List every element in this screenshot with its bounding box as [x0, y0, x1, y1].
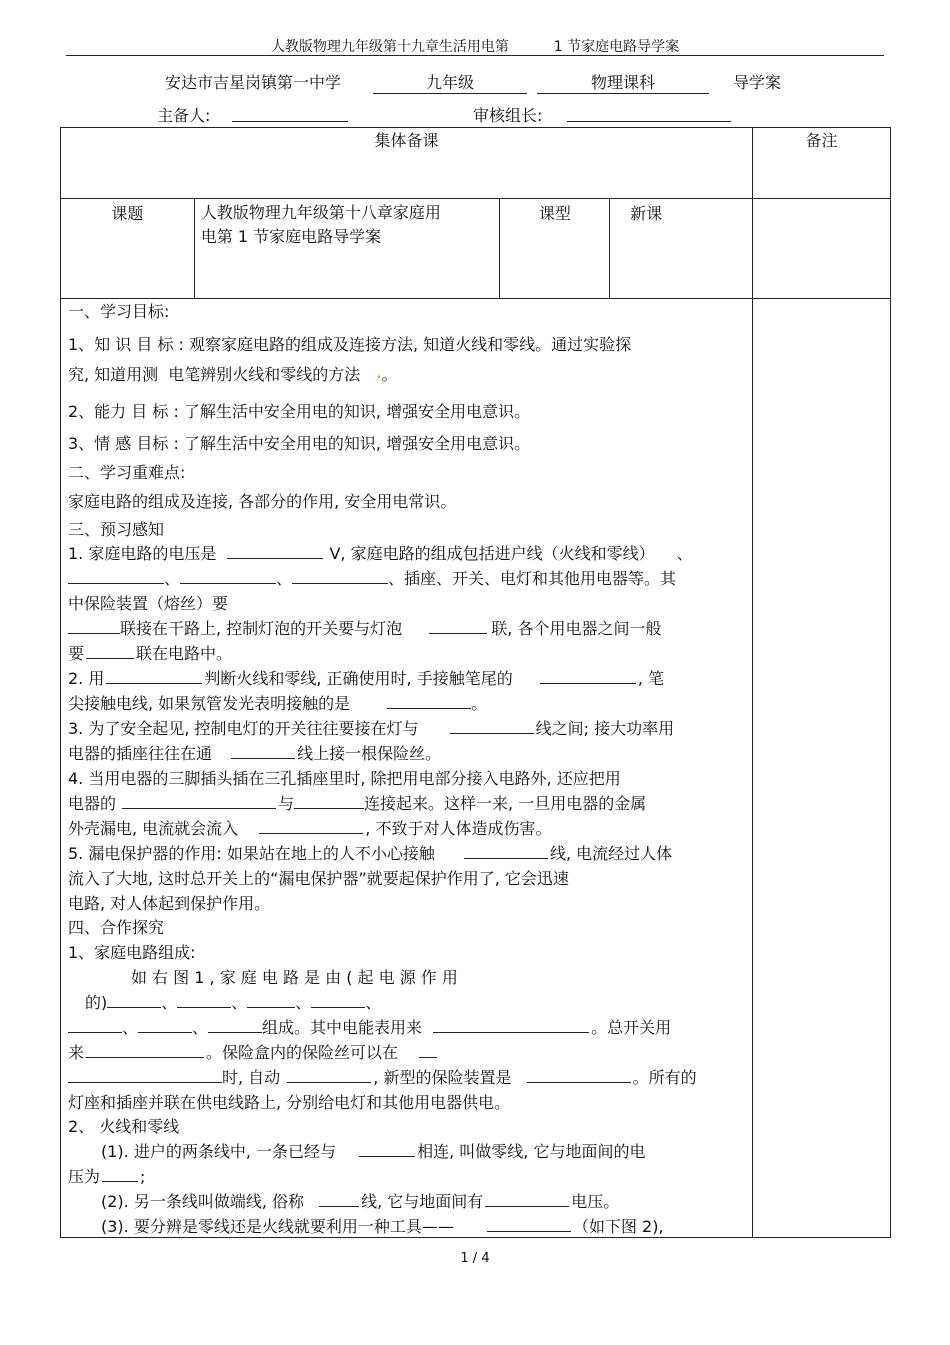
c1-line-f: 灯座和插座并联在供电线路上, 分别给电灯和其他用电器供电。 [68, 1093, 511, 1112]
running-header-left: 人教版物理九年级第十九章生活用电第 [270, 39, 509, 55]
blank [177, 993, 231, 1008]
blank [227, 544, 323, 559]
grade-field [373, 70, 527, 94]
collective-prep-cell [61, 128, 753, 199]
blank [68, 1068, 222, 1083]
lesson-table [60, 127, 891, 1238]
blank [487, 1217, 571, 1232]
q5-line-c: 电路, 对人体起到保护作用。 [68, 894, 271, 913]
remarks-body-cell [753, 299, 891, 1238]
collective-prep-label: 集体备课 [374, 131, 439, 150]
q1-line-b: 、 、 、插座、开关、电灯和其他用电器等。其 [68, 569, 676, 589]
doc-type: 导学案 [733, 73, 782, 92]
blank [540, 669, 636, 684]
c1-line-b: 的) 、 、 、 、 [85, 993, 382, 1012]
reviewer-blank [567, 121, 731, 122]
type-value: 新课 [630, 204, 663, 223]
blank [122, 794, 276, 809]
blank [86, 1043, 204, 1058]
running-header-right: 1 节家庭电路导学案 [553, 39, 680, 55]
remarks-topic-cell [753, 199, 891, 299]
q4-line-a: 4. 当用电器的三脚插头插在三孔插座里时, 除把用电部分接入电路外, 还应把用 [68, 769, 621, 788]
topic-label-cell [61, 199, 195, 299]
q2-line-b: 尖接触电线, 如果氖管发光表明接触的是 。 [68, 694, 488, 713]
blank [231, 744, 295, 759]
blank [464, 844, 548, 859]
topic-line-2: 电第 1 节家庭电路导学案 [200, 227, 382, 246]
q4-line-c: 外壳漏电, 电流就会流入 , 不致于对人体造成伤害。 [68, 819, 552, 838]
q4-line-b: 电器的 与 连接起来。这样一来, 一旦用电器的金属 [68, 794, 647, 813]
topic-label: 课题 [111, 204, 144, 223]
blank [527, 1068, 631, 1083]
q1-line-c: 中保险装置（熔丝）要 [68, 594, 229, 613]
blank [319, 1192, 359, 1207]
q3-line-a: 3. 为了安全起见, 控制电灯的开关往往要接在灯与 线之间; 接大功率用 [68, 719, 675, 738]
goal-1a: 1、知 识 目 标 : 观察家庭电路的组成及连接方法, 知道火线和零线。通过实验探 [68, 335, 632, 354]
type-label-cell [500, 199, 610, 299]
blank [106, 669, 202, 684]
q1-line-e: 要 联在电路中。 [68, 644, 233, 663]
s4-title: 四、合作探究 [68, 918, 165, 937]
c1-title: 1、家庭电路组成: [68, 943, 196, 962]
remarks-cell [753, 128, 891, 199]
s2-text: 家庭电路的组成及连接, 各部分的作用, 安全用电常识。 [68, 492, 457, 511]
q1-line-d: 联接在干路上, 控制灯泡的开关要与灯泡 联, 各个用电器之间一般 [68, 619, 661, 639]
blank [433, 1018, 589, 1033]
blank [292, 569, 388, 584]
s1-title: 一、学习目标: [68, 302, 170, 321]
subject-field [537, 70, 709, 94]
goal-1b: 究, 知道用测 电笔辨别火线和零线的方法 •。 [68, 365, 398, 384]
blank [247, 993, 295, 1008]
blank [107, 993, 161, 1008]
blank [387, 694, 471, 709]
c2-item-1a: (1). 进户的两条线中, 一条已经与 相连, 叫做零线, 它与地面间的电 [101, 1142, 646, 1161]
running-header [0, 36, 950, 56]
c1-line-d: 来 。保险盒内的保险丝可以在 [68, 1043, 437, 1063]
type-value-cell [610, 199, 753, 299]
blank [180, 569, 276, 584]
page-number: 1 / 4 [460, 1251, 490, 1266]
blank [294, 794, 364, 809]
blank [259, 819, 363, 834]
blank [450, 719, 534, 734]
preparer-blank [232, 121, 348, 122]
blank [287, 1068, 371, 1083]
q2-line-a: 2. 用 判断火线和零线, 正确使用时, 手接触笔尾的 , 笔 [68, 669, 664, 688]
q1-line-a: 1. 家庭电路的电压是 V, 家庭电路的组成包括进户线（火线和零线） 、 [68, 544, 693, 563]
blank [311, 993, 365, 1008]
dot-mark-icon: • [376, 373, 382, 383]
c1-line-e: 时, 自动 , 新型的保险装置是 。所有的 [68, 1068, 697, 1088]
type-label: 课型 [538, 204, 571, 223]
c2-title: 2、 火线和零线 [68, 1117, 180, 1136]
preparer-label: 主备人: [157, 106, 211, 125]
c2-item-1b: 压为 ; [68, 1167, 146, 1186]
topic-line-1: 人教版物理九年级第十八章家庭用 [200, 203, 441, 222]
q5-line-a: 5. 漏电保护器的作用: 如果站在地上的人不小心接触 线, 电流经过人体 [68, 844, 673, 863]
s3-title: 三、预习感知 [68, 520, 165, 539]
blank [419, 1043, 437, 1058]
blank [485, 1192, 569, 1207]
remarks-label: 备注 [805, 131, 838, 150]
blank [68, 1018, 122, 1033]
blank [68, 569, 164, 584]
subject-value: 物理课科 [537, 70, 709, 94]
q5-line-b: 流入了大地, 这时总开关上的“漏电保护器”就要起保护作用了, 它会迅速 [68, 869, 569, 888]
header-rule [66, 55, 884, 56]
goal-2: 2、能力 目 标 : 了解生活中安全用电的知识, 增强安全用电意识。 [68, 402, 531, 421]
school-name: 安达市吉星岗镇第一中学 [165, 73, 342, 92]
c2-item-3: (3). 要分辨是零线还是火线就要利用一种工具—— （如下图 2), [101, 1217, 664, 1236]
blank [208, 1018, 262, 1033]
blank [138, 1018, 192, 1033]
reviewer-label: 审核组长: [473, 106, 543, 125]
q3-line-b: 电器的插座往往在通 线上接一根保险丝。 [68, 744, 442, 763]
blank [86, 644, 134, 659]
goal-3: 3、情 感 目标 : 了解生活中安全用电的知识, 增强安全用电意识。 [68, 434, 531, 453]
blank [102, 1167, 138, 1182]
blank [429, 619, 487, 634]
blank [68, 619, 120, 634]
c1-line-c: 、 、 组成。其中电能表用来 。总开关用 [68, 1018, 671, 1038]
blank [359, 1142, 415, 1157]
s2-title: 二、学习重难点: [68, 463, 186, 482]
topic-value-cell [194, 199, 500, 299]
c2-item-2: (2). 另一条线叫做端线, 俗称 线, 它与地面间有 电压。 [101, 1192, 620, 1211]
grade-value: 九年级 [373, 70, 527, 94]
content-cell [61, 299, 753, 1238]
c1-line-a: 如 右 图 1 , 家 庭 电 路 是 由 ( 起 电 源 作 用 [131, 968, 458, 987]
